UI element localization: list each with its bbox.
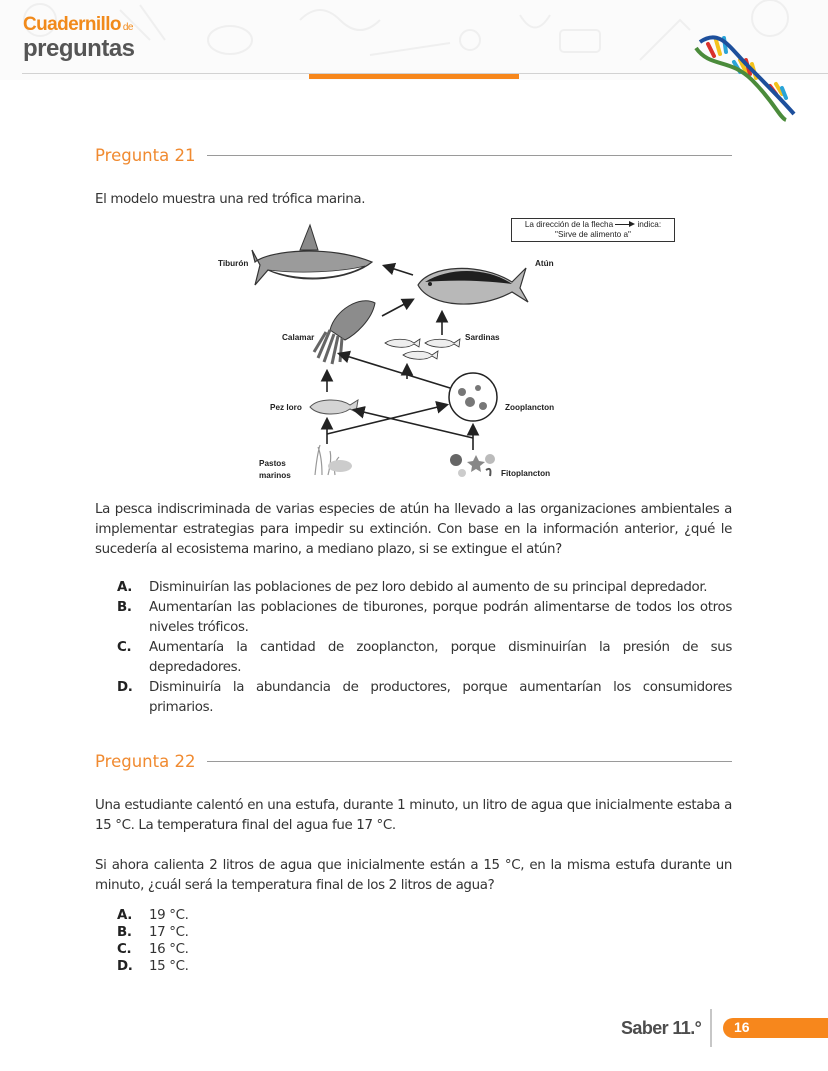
option-c[interactable] xyxy=(117,941,732,958)
option-letter: A. xyxy=(117,580,132,595)
page-number: 16 xyxy=(734,1019,750,1035)
option-letter: C. xyxy=(117,942,132,957)
question-22-header xyxy=(95,750,732,772)
legend-line2: "Sirve de alimento a" xyxy=(555,229,631,239)
option-letter: D. xyxy=(117,680,133,695)
footer-divider xyxy=(710,1009,712,1047)
label-zooplancton: Zooplancton xyxy=(505,403,555,412)
option-d[interactable] xyxy=(117,958,732,975)
question-21-stem: La pesca indiscriminada de varias especies de atún ha llevado a las organizaciones ambientales a implementar estrategias para impedir su extinción. Con base en la información anterior, ¿qué le sucedería al ecosistema marino, a mediano plazo, si se extingue el atún? xyxy=(95,502,732,557)
dna-icon xyxy=(690,28,805,123)
option-text: Disminuiría la abundancia de productores, porque aumentarían los consumidores primarios. xyxy=(149,680,732,715)
question-22-rule xyxy=(207,761,732,762)
question-22-paragraph-2: Si ahora calienta 2 litros de agua que inicialmente están a 15 °C, en la misma estufa durante un minuto, ¿cuál será la temperatura final de los 2 litros de agua? xyxy=(95,858,732,893)
option-text: 19 °C. xyxy=(149,908,189,923)
brand-preguntas: preguntas xyxy=(23,35,135,62)
question-21-intro: El modelo muestra una red trófica marina. xyxy=(95,192,366,207)
food-web-diagram xyxy=(210,213,690,485)
legend-prefix: La dirección de la flecha xyxy=(524,220,614,229)
arrow-zoo-calamar xyxy=(340,354,450,388)
question-22-paragraph-1: Una estudiante calentó en una estufa, durante 1 minuto, un litro de agua que inicialmente estaba a 15 °C. La temperatura final del agua fue 17 °C. xyxy=(95,798,732,833)
legend-suffix: indica: xyxy=(637,220,662,229)
option-text: 15 °C. xyxy=(149,959,189,974)
squid-icon xyxy=(314,301,375,364)
question-21-title: Pregunta 21 xyxy=(95,145,196,165)
parrotfish-icon xyxy=(310,400,358,414)
shark-icon xyxy=(252,225,372,285)
option-text: 17 °C. xyxy=(149,925,189,940)
question-21-header xyxy=(95,144,732,166)
label-atun: Atún xyxy=(535,259,554,268)
label-marinos: marinos xyxy=(259,471,291,480)
option-a[interactable] xyxy=(117,907,732,924)
sardines-icon xyxy=(385,339,460,359)
option-c[interactable] xyxy=(117,638,732,678)
option-letter: B. xyxy=(117,600,132,615)
label-calamar: Calamar xyxy=(282,333,315,342)
option-b[interactable] xyxy=(117,924,732,941)
option-text: Aumentarían las poblaciones de tiburones, porque podrán alimentarse de todos los otros niveles tróficos. xyxy=(149,600,732,635)
option-letter: C. xyxy=(117,640,132,655)
arrow-calamar-atun xyxy=(382,300,412,316)
brand-de: de xyxy=(122,22,133,33)
option-text: Disminuirían las poblaciones de pez loro debido al aumento de su principal depredador. xyxy=(149,580,708,595)
label-fitoplancton: Fitoplancton xyxy=(501,469,551,478)
zooplankton-icon xyxy=(449,373,497,421)
phytoplankton-icon xyxy=(450,454,495,477)
question-22-title: Pregunta 22 xyxy=(95,751,196,771)
question-21-rule xyxy=(207,155,732,156)
option-letter: B. xyxy=(117,925,132,940)
label-tiburon: Tiburón xyxy=(218,259,249,268)
brand-title xyxy=(23,14,133,36)
option-letter: A. xyxy=(117,908,132,923)
label-sardinas: Sardinas xyxy=(465,333,500,342)
option-letter: D. xyxy=(117,959,133,974)
label-pez-loro: Pez loro xyxy=(270,403,302,412)
question-22-options xyxy=(117,907,732,975)
option-a[interactable] xyxy=(117,578,732,598)
label-pastos: Pastos xyxy=(259,459,286,468)
arrow-atun-tiburon xyxy=(385,266,413,275)
option-text: 16 °C. xyxy=(149,942,189,957)
seagrass-icon xyxy=(315,445,352,475)
option-b[interactable] xyxy=(117,598,732,638)
header-accent-bar xyxy=(309,74,519,79)
option-d[interactable] xyxy=(117,678,732,718)
option-text: Aumentaría la cantidad de zooplancton, porque disminuirían la presión de sus depredadores. xyxy=(149,640,732,675)
question-21-options xyxy=(117,578,732,718)
brand-cuadernillo: Cuadernillo xyxy=(23,14,121,35)
tuna-icon xyxy=(418,268,528,304)
footer-brand: Saber 11.° xyxy=(621,1018,702,1038)
